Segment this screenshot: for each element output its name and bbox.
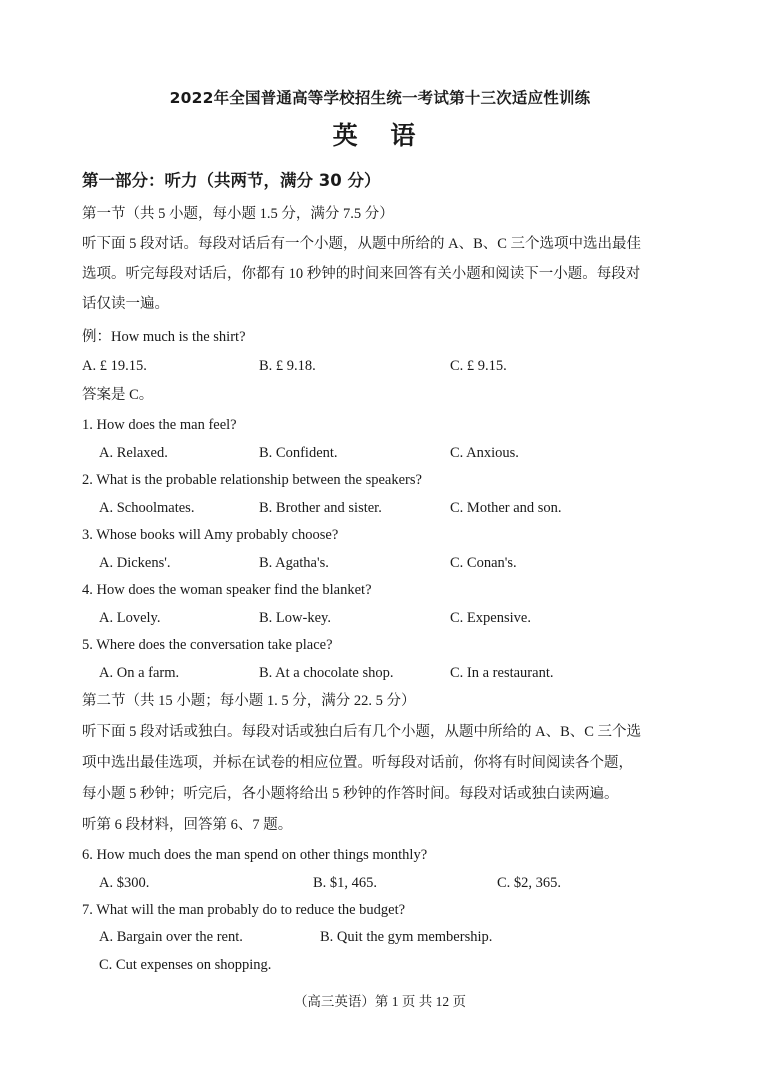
subject-title: 英 语 xyxy=(332,121,428,150)
part1-title: 第一部分：听力（共两节，满分 30 分） xyxy=(82,171,381,190)
question-1: 1. How does the man feel? xyxy=(82,417,237,433)
example-answer: 答案是 C。 xyxy=(82,387,154,403)
section2-instruction-line: 每小题 5 秒钟；听完后，各小题将给出 5 秒钟的作答时间。每段对话或独白读两遍。 xyxy=(82,786,619,802)
q1-option-b: B. Confident. xyxy=(259,445,338,461)
section1-instruction-line: 选项。听完每段对话后，你都有 10 秒钟的时间来回答有关小题和阅读下一小题。每段对 xyxy=(82,266,641,282)
q5-option-c: C. In a restaurant. xyxy=(450,665,554,681)
section1-instruction-line: 听下面 5 段对话。每段对话后有一个小题，从题中所给的 A、B、C 三个选项中选出最佳 xyxy=(82,236,642,252)
q5-option-b: B. At a chocolate shop. xyxy=(259,665,394,681)
q7-option-a: A. Bargain over the rent. xyxy=(99,929,243,945)
material-note: 听第 6 段材料，回答第 6、7 题。 xyxy=(82,817,293,833)
question-5: 5. Where does the conversation take place? xyxy=(82,637,333,653)
q1-option-c: C. Anxious. xyxy=(450,445,519,461)
example-question: 例：How much is the shirt? xyxy=(82,329,246,345)
q3-option-a: A. Dickens'. xyxy=(99,555,171,571)
q5-option-a: A. On a farm. xyxy=(99,665,180,681)
q3-option-b: B. Agatha's. xyxy=(259,555,329,571)
q2-option-a: A. Schoolmates. xyxy=(99,500,195,516)
q6-option-b: B. $1, 465. xyxy=(313,875,378,891)
section2-instruction-line: 项中选出最佳选项，并标在试卷的相应位置。听每段对话前，你将有时间阅读各个题， xyxy=(82,755,633,771)
example-option-c: C. £ 9.15. xyxy=(450,358,507,374)
question-3: 3. Whose books will Amy probably choose? xyxy=(82,527,339,543)
example-option-a: A. £ 19.15. xyxy=(82,358,147,374)
question-7: 7. What will the man probably do to reduce the budget? xyxy=(82,902,406,918)
q2-option-b: B. Brother and sister. xyxy=(259,500,382,516)
q1-option-a: A. Relaxed. xyxy=(99,445,168,461)
q4-option-b: B. Low-key. xyxy=(259,610,331,626)
page-footer: （高三英语）第 1 页 共 12 页 xyxy=(293,994,467,1009)
section1-instruction-line: 话仅读一遍。 xyxy=(82,296,169,312)
q4-option-c: C. Expensive. xyxy=(450,610,531,626)
q7-option-c: C. Cut expenses on shopping. xyxy=(99,957,272,973)
exam-title: 2022年全国普通高等学校招生统一考试第十三次适应性训练 xyxy=(169,89,591,107)
question-6: 6. How much does the man spend on other things monthly? xyxy=(82,847,428,863)
q3-option-c: C. Conan's. xyxy=(450,555,517,571)
section2-instruction-line: 听下面 5 段对话或独白。每段对话或独白后有几个小题，从题中所给的 A、B、C 三个选 xyxy=(82,724,642,740)
section2-title: 第二节（共 15 小题；每小题 1. 5 分，满分 22. 5 分） xyxy=(82,693,416,709)
example-option-b: B. £ 9.18. xyxy=(259,358,316,374)
q6-option-a: A. $300. xyxy=(99,875,150,891)
q2-option-c: C. Mother and son. xyxy=(450,500,562,516)
question-4: 4. How does the woman speaker find the blanket? xyxy=(82,582,372,598)
q7-option-b: B. Quit the gym membership. xyxy=(320,929,493,945)
question-2: 2. What is the probable relationship between the speakers? xyxy=(82,472,422,488)
q4-option-a: A. Lovely. xyxy=(99,610,161,626)
section1-title: 第一节（共 5 小题，每小题 1.5 分，满分 7.5 分） xyxy=(82,206,394,222)
q6-option-c: C. $2, 365. xyxy=(497,875,562,891)
